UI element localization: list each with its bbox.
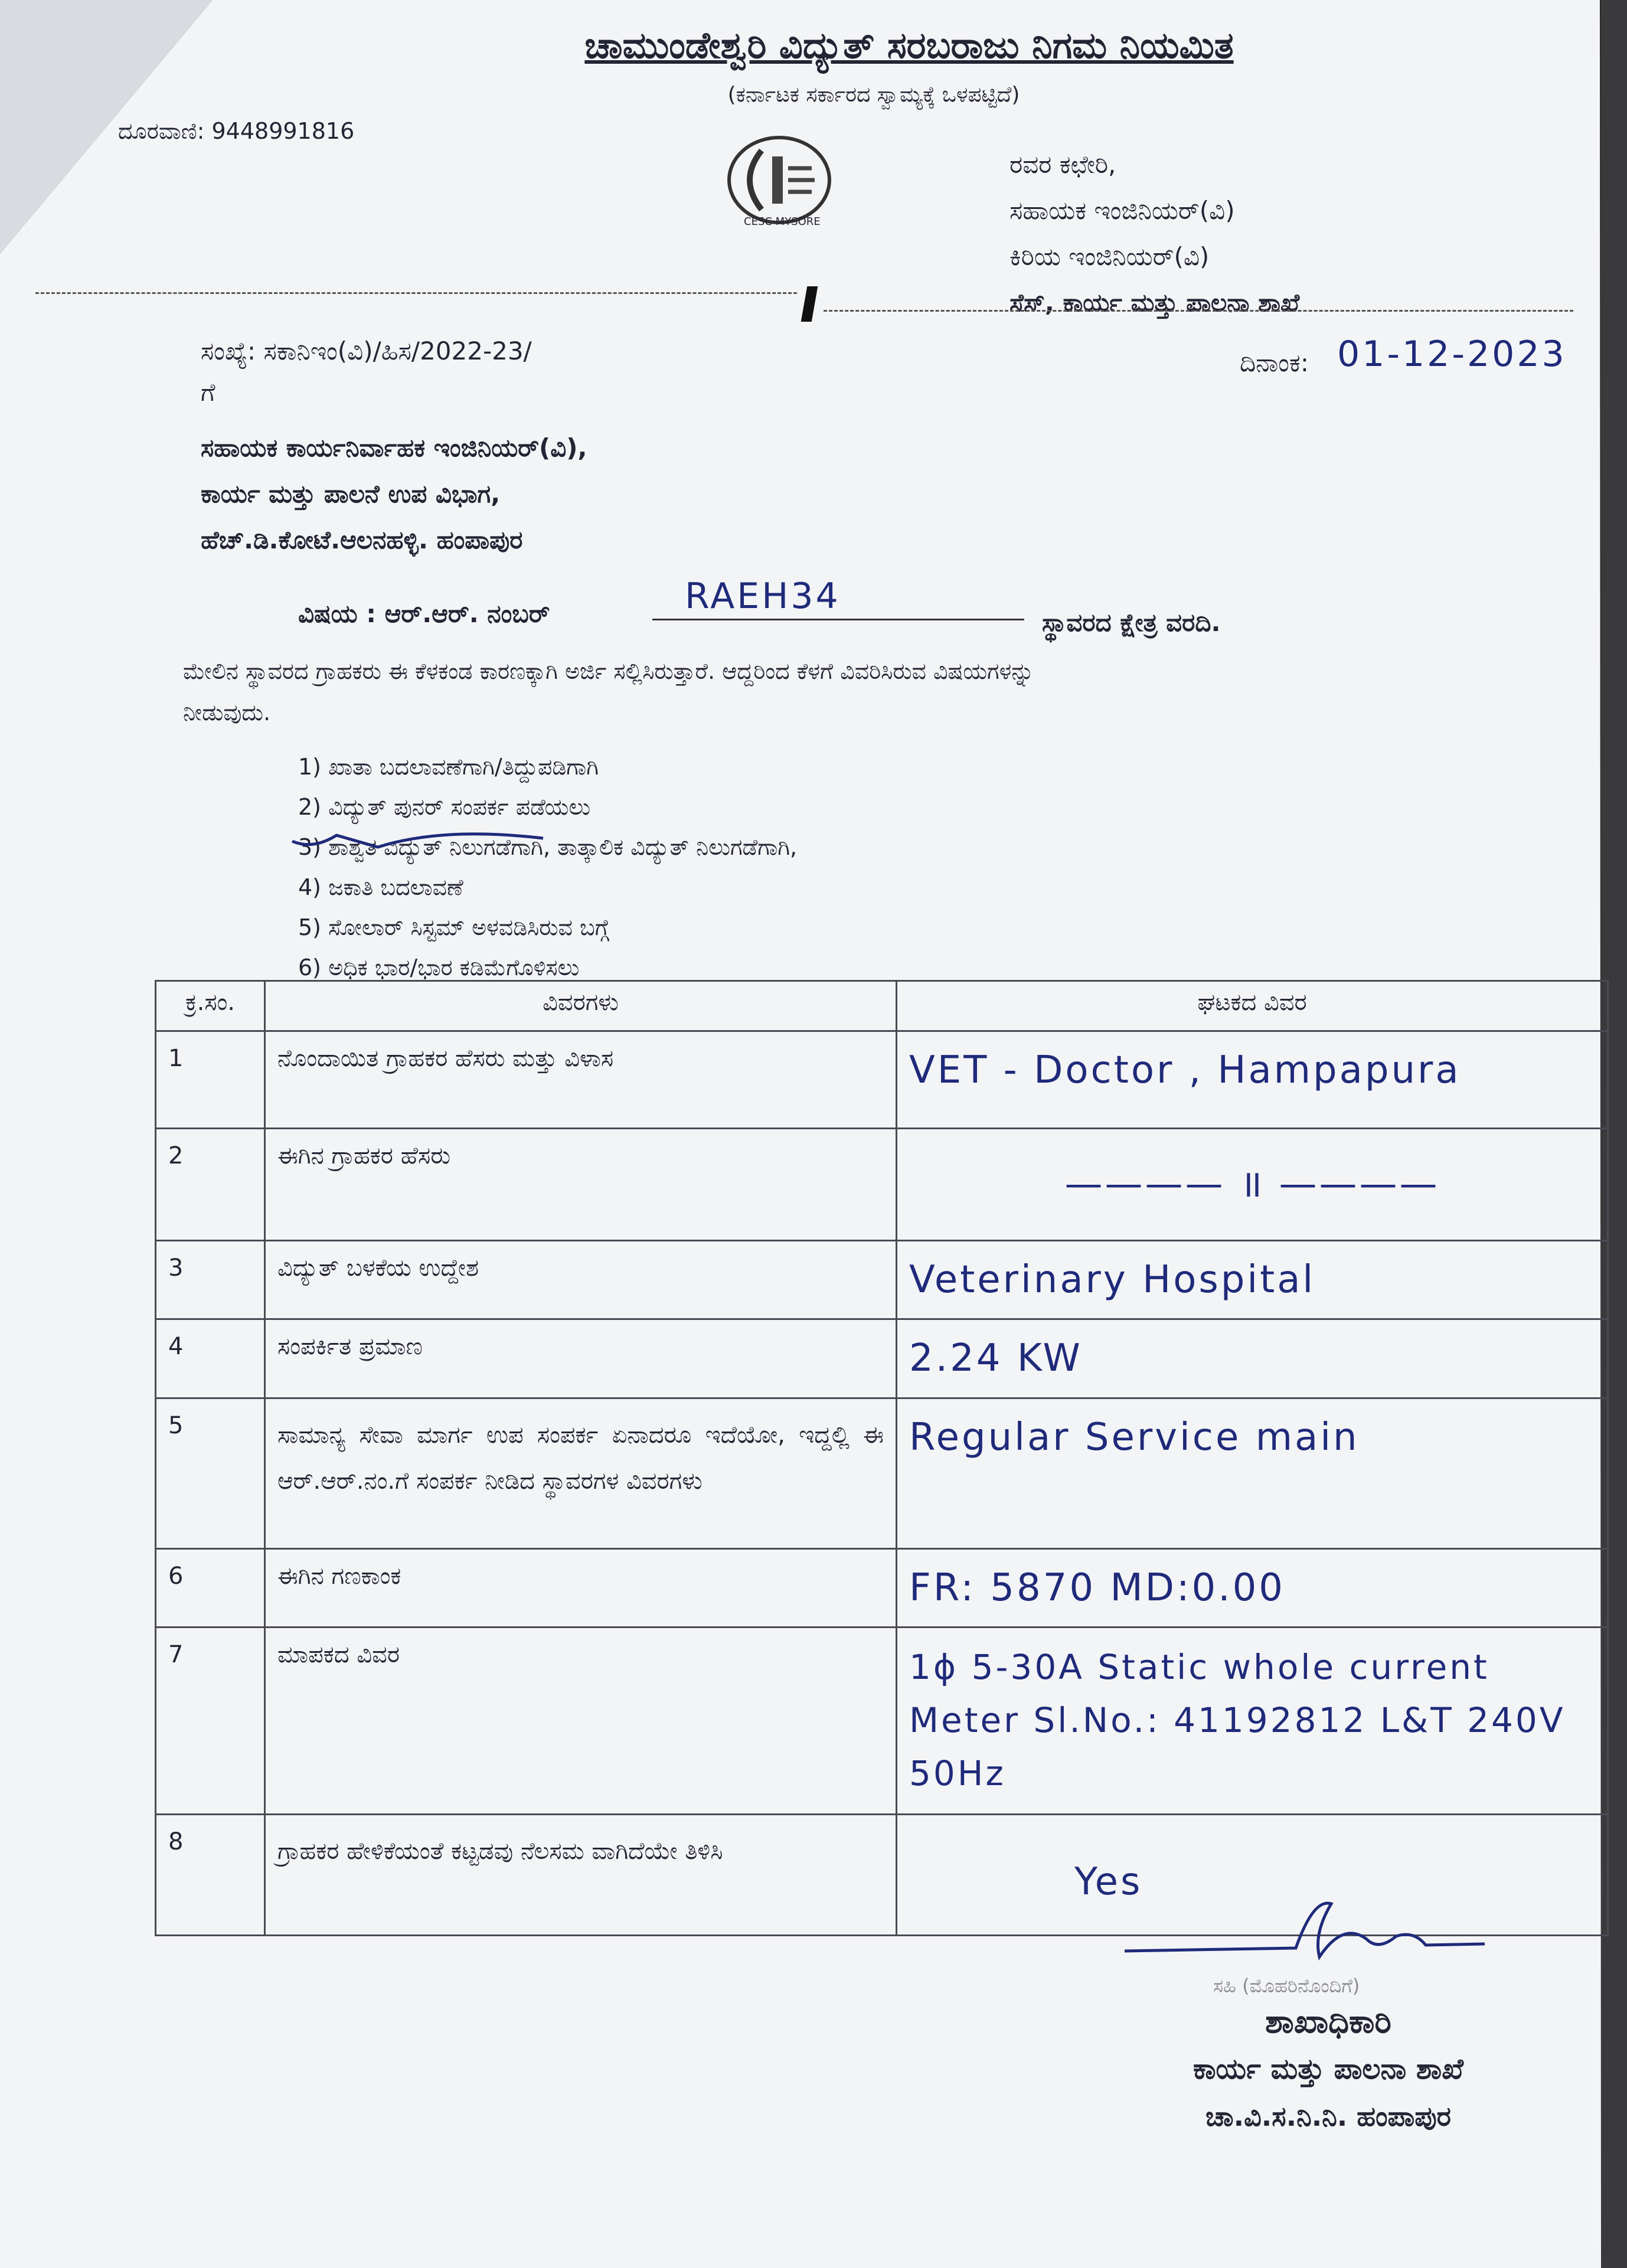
- row-value: VET - Doctor , Hampapura: [897, 1031, 1608, 1129]
- details-table: [155, 980, 1609, 1936]
- row-value: Regular Service main: [897, 1398, 1608, 1548]
- row-value: Veterinary Hospital: [897, 1241, 1608, 1319]
- row-label: ಮಾಪಕದ ವಿವರ: [265, 1628, 897, 1815]
- intro-line-2: ನೀಡುವುದು.: [183, 700, 271, 726]
- stamp-location: ಚಾ.ವಿ.ಸ.ನಿ.ನಿ. ಹಂಪಾಪುರ: [1205, 2100, 1452, 2132]
- col-header-serial: ಕ್ರ.ಸಂ.: [156, 981, 265, 1031]
- row-number: 6: [156, 1548, 265, 1627]
- official-stamp: [1151, 1998, 1505, 2140]
- header-divider-left: [35, 292, 797, 294]
- table-header-row: [156, 981, 1608, 1031]
- row-number: 4: [156, 1319, 265, 1398]
- row-label: ಸಾಮಾನ್ಯ ಸೇವಾ ಮಾರ್ಗ ಉಪ ಸಂಪರ್ಕ ಏನಾದರೂ ಇದೆಯೋ, ಇದ್ದಲ್ಲಿ ಈ ಆರ್.ಆರ್.ನಂ.ಗೆ ಸಂಪರ್ಕ ನೀಡಿದ ಸ್ಥಾವರಗಳ ವಿವರಗಳು: [265, 1398, 897, 1548]
- addressee-line: ಹೆಚ್.ಡಿ.ಕೋಟೆ.ಆಲನಹಳ್ಳಿ. ಹಂಪಾಪುರ: [201, 525, 523, 554]
- reference-number: ಸಂಖ್ಯೆ: ಸಕಾನಿಇಂ(ವಿ)/ಹಿಸ/2022-23/: [201, 336, 532, 365]
- row-value: ———— ॥ ————: [897, 1129, 1608, 1241]
- row-label: ಈಗಿನ ಗ್ರಾಹಕರ ಹೆಸರು: [265, 1129, 897, 1241]
- reason-item: 6) ಅಧಿಕ ಭಾರ/ಭಾರ ಕಡಿಮೆಗೊಳಿಸಲು: [298, 955, 580, 981]
- table-row: [156, 1031, 1608, 1129]
- addressee-to: ಗೆ: [201, 378, 215, 407]
- table-row: [156, 1398, 1608, 1548]
- row-number: 2: [156, 1129, 265, 1241]
- row-label: ವಿದ್ಯುತ್ ಬಳಕೆಯ ಉದ್ದೇಶ: [265, 1241, 897, 1319]
- office-line: ರವರ ಕಛೇರಿ,: [1009, 150, 1116, 179]
- office-line: ಕಿರಿಯ ಇಂಜಿನಿಯರ್(ವಿ): [1009, 242, 1210, 271]
- reasons-list: [298, 747, 797, 988]
- reason-item: 4) ಜಕಾತಿ ಬದಲಾವಣೆ: [298, 874, 463, 900]
- row-value: Yes: [897, 1814, 1608, 1935]
- row-label: ಈಗಿನ ಗಣಕಾಂಕ: [265, 1548, 897, 1627]
- reason-item: 2) ವಿದ್ಯುತ್ ಪುನರ್ ಸಂಪರ್ಕ ಪಡೆಯಲು: [298, 794, 591, 820]
- addressee-block: [201, 425, 587, 563]
- subject-prefix: ವಿಷಯ : ಆರ್.ಆರ್. ನಂಬರ್: [298, 599, 550, 628]
- date-value: 01-12-2023: [1337, 334, 1567, 375]
- row-label: ಗ್ರಾಹಕರ ಹೇಳಿಕೆಯಂತೆ ಕಟ್ಟಡವು ನೆಲಸಮ ವಾಗಿದೆಯೇ ತಿಳಿಸಿ: [265, 1814, 897, 1935]
- col-header-unit-details: ಘಟಕದ ವಿವರ: [897, 981, 1608, 1031]
- table-row: [156, 1129, 1608, 1241]
- row-number: 8: [156, 1814, 265, 1935]
- rr-number: RAEH34: [685, 576, 841, 617]
- addressee-line: ಕಾರ್ಯ ಮತ್ತು ಪಾಲನೆ ಉಪ ವಿಭಾಗ,: [201, 479, 501, 508]
- stamp-section: ಕಾರ್ಯ ಮತ್ತು ಪಾಲನಾ ಶಾಖೆ: [1193, 2053, 1463, 2086]
- subject-suffix: ಸ್ಥಾವರದ ಕ್ಷೇತ್ರ ವರದಿ.: [1042, 608, 1221, 637]
- row-value: 2.24 KW: [897, 1319, 1608, 1398]
- office-line: ಸಹಾಯಕ ಇಂಜಿನಿಯರ್(ವಿ): [1009, 196, 1235, 225]
- date-label: ದಿನಾಂಕ:: [1240, 348, 1309, 377]
- office-line: ಸೆಸ್, ಕಾರ್ಯ ಮತ್ತು ಪಾಲನಾ ಶಾಖೆ: [1009, 288, 1300, 317]
- table-row: [156, 1241, 1608, 1319]
- reason-item: 3) ಶಾಶ್ವತ ವಿದ್ಯುತ್ ನಿಲುಗಡೆಗಾಗಿ, ತಾತ್ಕಾಲಿಕ ವಿದ್ಯುತ್ ನಿಲುಗಡೆಗಾಗಿ,: [298, 834, 798, 860]
- table-row: [156, 1319, 1608, 1398]
- reason-item: 5) ಸೋಲಾರ್ ಸಿಸ್ಟಮ್ ಅಳವಡಿಸಿರುವ ಬಗ್ಗೆ: [298, 914, 609, 940]
- row-number: 3: [156, 1241, 265, 1319]
- phone-number: ದೂರವಾಣಿ: 9448991816: [118, 118, 355, 144]
- row-number: 1: [156, 1031, 265, 1129]
- signature: [1119, 1886, 1497, 1977]
- cesc-logo: [720, 133, 838, 233]
- row-value: 1ϕ 5-30A Static whole current Meter Sl.No.: 41192812 L&T 240V 50Hz: [897, 1628, 1608, 1815]
- sign-label: ಸಹಿ (ಮೊಹರಿನೊಂದಿಗೆ): [1213, 1975, 1360, 1997]
- org-name: ಚಾಮುಂಡೇಶ್ವರಿ ವಿದ್ಯುತ್ ಸರಬರಾಜು ನಿಗಮ ನಿಯಮಿತ: [584, 24, 1234, 67]
- row-value: FR: 5870 MD:0.00: [897, 1548, 1608, 1627]
- row-label: ಸಂಪರ್ಕಿತ ಪ್ರಮಾಣ: [265, 1319, 897, 1398]
- header-divider-right: [824, 310, 1573, 312]
- org-subtitle: (ಕರ್ನಾಟಕ ಸರ್ಕಾರದ ಸ್ವಾಮ್ಯಕ್ಕೆ ಒಳಪಟ್ಟಿದೆ): [727, 83, 1020, 107]
- intro-line-1: ಮೇಲಿನ ಸ್ಥಾವರದ ಗ್ರಾಹಕರು ಈ ಕೆಳಕಂಡ ಕಾರಣಕ್ಕಾಗಿ ಅರ್ಜಿ ಸಲ್ಲಿಸಿರುತ್ತಾರೆ. ಆದ್ದರಿಂದ ಕೆಳಗೆ ವಿವರಿಸಿರುವ ವಿಷಯಗಳನ್ನು: [183, 658, 1034, 684]
- office-address: [1009, 142, 1299, 326]
- row-label: ನೊಂದಾಯಿತ ಗ್ರಾಹಕರ ಹೆಸರು ಮತ್ತು ವಿಳಾಸ: [265, 1031, 897, 1129]
- table-row: [156, 1548, 1608, 1627]
- logo-caption: CESC MYSORE: [744, 215, 821, 228]
- reason-item: 1) ಖಾತಾ ಬದಲಾವಣೆಗಾಗಿ/ತಿದ್ದುಪಡಿಗಾಗಿ: [298, 754, 599, 780]
- reason-3-tick-mark: [289, 823, 549, 855]
- stamp-designation: ಶಾಖಾಧಿಕಾರಿ: [1265, 2003, 1391, 2040]
- addressee-line: ಸಹಾಯಕ ಕಾರ್ಯನಿರ್ವಾಹಕ ಇಂಜಿನಿಯರ್(ವಿ),: [201, 433, 587, 462]
- rr-number-underline: [652, 619, 1024, 620]
- col-header-details: ವಿವರಗಳು: [265, 981, 897, 1031]
- row-number: 7: [156, 1628, 265, 1815]
- row-number: 5: [156, 1398, 265, 1548]
- table-row: [156, 1628, 1608, 1815]
